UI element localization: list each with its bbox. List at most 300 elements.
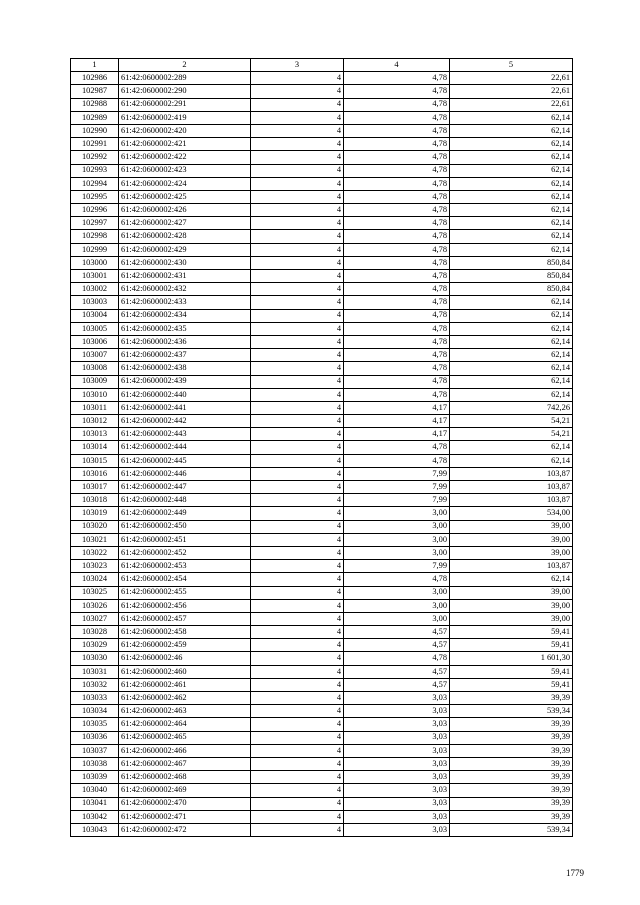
table-cell-col-4: 4,78 (344, 335, 450, 348)
table-cell-col-1: 103021 (71, 533, 119, 546)
table-cell-col-2: 61:42:0600002:463 (119, 705, 251, 718)
table-cell-col-4: 3,00 (344, 612, 450, 625)
table-cell-col-1: 103020 (71, 520, 119, 533)
table-cell-col-1: 102991 (71, 138, 119, 151)
table-cell-col-5: 54,21 (450, 415, 573, 428)
table-cell-col-5: 62,14 (450, 124, 573, 137)
table-cell-col-2: 61:42:0600002:425 (119, 190, 251, 203)
table-cell-col-4: 4,78 (344, 283, 450, 296)
table-cell-col-1: 102986 (71, 72, 119, 85)
table-cell-col-1: 102992 (71, 151, 119, 164)
table-cell-col-5: 39,00 (450, 533, 573, 546)
table-cell-col-2: 61:42:0600002:469 (119, 784, 251, 797)
table-row (71, 138, 573, 151)
table-cell-col-5: 39,00 (450, 520, 573, 533)
table-cell-col-3: 4 (251, 771, 344, 784)
table-cell-col-1: 103025 (71, 586, 119, 599)
table-cell-col-3: 4 (251, 810, 344, 823)
table-row (71, 560, 573, 573)
table-cell-col-3: 4 (251, 626, 344, 639)
table-cell-col-2: 61:42:0600002:428 (119, 230, 251, 243)
table-row (71, 586, 573, 599)
table-row (71, 678, 573, 691)
table-cell-col-2: 61:42:0600002:448 (119, 494, 251, 507)
table-cell-col-2: 61:42:0600002:467 (119, 757, 251, 770)
table-cell-col-3: 4 (251, 533, 344, 546)
table-cell-col-3: 4 (251, 138, 344, 151)
table-cell-col-4: 3,03 (344, 718, 450, 731)
table-cell-col-2: 61:42:0600002:435 (119, 322, 251, 335)
table-cell-col-2: 61:42:0600002:438 (119, 362, 251, 375)
table-cell-col-4: 3,03 (344, 771, 450, 784)
table-cell-col-3: 4 (251, 797, 344, 810)
table-cell-col-2: 61:42:0600002:436 (119, 335, 251, 348)
table-cell-col-1: 103039 (71, 771, 119, 784)
table-cell-col-4: 3,00 (344, 533, 450, 546)
table-cell-col-4: 4,17 (344, 415, 450, 428)
table-cell-col-3: 4 (251, 560, 344, 573)
table-cell-col-5: 103,87 (450, 560, 573, 573)
table-cell-col-4: 4,78 (344, 441, 450, 454)
table-cell-col-1: 103035 (71, 718, 119, 731)
table-row (71, 85, 573, 98)
table-cell-col-2: 61:42:0600002:426 (119, 204, 251, 217)
table-cell-col-5: 39,39 (450, 744, 573, 757)
table-cell-col-5: 39,00 (450, 546, 573, 559)
table-cell-col-3: 4 (251, 322, 344, 335)
table-row (71, 401, 573, 414)
table-row (71, 810, 573, 823)
table-cell-col-5: 39,39 (450, 692, 573, 705)
table-cell-col-4: 4,78 (344, 454, 450, 467)
data-table (70, 58, 573, 837)
table-cell-col-3: 4 (251, 692, 344, 705)
table-header (71, 59, 573, 72)
table-row (71, 177, 573, 190)
table-row (71, 481, 573, 494)
table-cell-col-2: 61:42:0600002:460 (119, 665, 251, 678)
table-cell-col-4: 3,03 (344, 784, 450, 797)
table-row (71, 428, 573, 441)
table-cell-col-3: 4 (251, 744, 344, 757)
table-cell-col-4: 3,03 (344, 797, 450, 810)
table-cell-col-2: 61:42:0600002:433 (119, 296, 251, 309)
table-cell-col-2: 61:42:0600002:464 (119, 718, 251, 731)
table-cell-col-4: 4,78 (344, 270, 450, 283)
table-row (71, 243, 573, 256)
table-cell-col-5: 62,14 (450, 296, 573, 309)
table-cell-col-2: 61:42:0600002:429 (119, 243, 251, 256)
table-cell-col-3: 4 (251, 586, 344, 599)
table-cell-col-2: 61:42:0600002:470 (119, 797, 251, 810)
table-cell-col-4: 4,57 (344, 665, 450, 678)
table-cell-col-1: 103038 (71, 757, 119, 770)
table-cell-col-4: 3,03 (344, 757, 450, 770)
table-cell-col-4: 4,78 (344, 85, 450, 98)
table-cell-col-2: 61:42:0600002:443 (119, 428, 251, 441)
table-row (71, 349, 573, 362)
table-cell-col-3: 4 (251, 428, 344, 441)
table-cell-col-5: 54,21 (450, 428, 573, 441)
table-cell-col-3: 4 (251, 401, 344, 414)
table-cell-col-4: 4,78 (344, 190, 450, 203)
table-cell-col-5: 39,00 (450, 599, 573, 612)
table-row (71, 151, 573, 164)
table-cell-col-4: 4,78 (344, 72, 450, 85)
table-cell-col-2: 61:42:0600002:462 (119, 692, 251, 705)
table-cell-col-1: 102996 (71, 204, 119, 217)
table-cell-col-2: 61:42:0600002:465 (119, 731, 251, 744)
table-cell-col-4: 7,99 (344, 467, 450, 480)
table-cell-col-2: 61:42:0600002:468 (119, 771, 251, 784)
table-cell-col-5: 62,14 (450, 322, 573, 335)
table-cell-col-3: 4 (251, 151, 344, 164)
table-cell-col-4: 7,99 (344, 560, 450, 573)
table-cell-col-1: 103011 (71, 401, 119, 414)
table-cell-col-5: 62,14 (450, 138, 573, 151)
table-cell-col-5: 39,39 (450, 810, 573, 823)
table-cell-col-1: 102987 (71, 85, 119, 98)
table-cell-col-3: 4 (251, 309, 344, 322)
table-cell-col-3: 4 (251, 784, 344, 797)
table-cell-col-2: 61:42:0600002:472 (119, 823, 251, 836)
table-row (71, 546, 573, 559)
table-row (71, 98, 573, 111)
table-row (71, 507, 573, 520)
column-header-1: 1 (71, 59, 119, 72)
table-cell-col-2: 61:42:0600002:451 (119, 533, 251, 546)
table-cell-col-1: 103018 (71, 494, 119, 507)
table-cell-col-2: 61:42:0600002:419 (119, 111, 251, 124)
table-cell-col-3: 4 (251, 612, 344, 625)
table-cell-col-3: 4 (251, 217, 344, 230)
table-row (71, 718, 573, 731)
table-cell-col-1: 103016 (71, 467, 119, 480)
table-row (71, 784, 573, 797)
table-cell-col-3: 4 (251, 362, 344, 375)
table-cell-col-5: 103,87 (450, 481, 573, 494)
table-cell-col-1: 103010 (71, 388, 119, 401)
table-cell-col-4: 3,03 (344, 731, 450, 744)
table-cell-col-5: 62,14 (450, 190, 573, 203)
table-row (71, 335, 573, 348)
table-cell-col-2: 61:42:0600002:432 (119, 283, 251, 296)
table-cell-col-5: 62,14 (450, 177, 573, 190)
table-cell-col-3: 4 (251, 546, 344, 559)
table-row (71, 665, 573, 678)
table-cell-col-2: 61:42:0600002:289 (119, 72, 251, 85)
table-row (71, 72, 573, 85)
table-cell-col-5: 539,34 (450, 823, 573, 836)
table-cell-col-1: 102994 (71, 177, 119, 190)
table-row (71, 626, 573, 639)
table-cell-col-4: 4,78 (344, 243, 450, 256)
table-cell-col-2: 61:42:0600002:447 (119, 481, 251, 494)
table-cell-col-3: 4 (251, 283, 344, 296)
table-cell-col-4: 4,78 (344, 151, 450, 164)
table-cell-col-3: 4 (251, 204, 344, 217)
table-cell-col-3: 4 (251, 72, 344, 85)
table-row (71, 744, 573, 757)
table-cell-col-5: 62,14 (450, 164, 573, 177)
table-cell-col-4: 3,00 (344, 507, 450, 520)
table-cell-col-3: 4 (251, 454, 344, 467)
table-cell-col-3: 4 (251, 296, 344, 309)
table-cell-col-3: 4 (251, 111, 344, 124)
table-row (71, 375, 573, 388)
table-cell-col-4: 7,99 (344, 481, 450, 494)
table-cell-col-2: 61:42:0600002:466 (119, 744, 251, 757)
table-cell-col-5: 62,14 (450, 375, 573, 388)
table-cell-col-3: 4 (251, 177, 344, 190)
table-cell-col-2: 61:42:0600002:441 (119, 401, 251, 414)
table-cell-col-1: 103023 (71, 560, 119, 573)
table-cell-col-2: 61:42:0600002:440 (119, 388, 251, 401)
table-cell-col-3: 4 (251, 230, 344, 243)
table-cell-col-2: 61:42:0600002:471 (119, 810, 251, 823)
table-cell-col-2: 61:42:0600002:431 (119, 270, 251, 283)
table-cell-col-2: 61:42:0600002:424 (119, 177, 251, 190)
table-body (71, 72, 573, 837)
table-cell-col-5: 59,41 (450, 639, 573, 652)
table-row (71, 415, 573, 428)
table-row (71, 388, 573, 401)
table-cell-col-3: 4 (251, 375, 344, 388)
table-cell-col-2: 61:42:0600002:445 (119, 454, 251, 467)
table-cell-col-1: 103017 (71, 481, 119, 494)
table-cell-col-2: 61:42:0600002:442 (119, 415, 251, 428)
table-row (71, 322, 573, 335)
table-cell-col-4: 4,78 (344, 177, 450, 190)
table-cell-col-4: 3,03 (344, 810, 450, 823)
table-row (71, 731, 573, 744)
table-cell-col-1: 103015 (71, 454, 119, 467)
table-row (71, 639, 573, 652)
table-cell-col-5: 62,14 (450, 349, 573, 362)
table-cell-col-1: 103005 (71, 322, 119, 335)
table-cell-col-4: 4,57 (344, 639, 450, 652)
table-cell-col-2: 61:42:0600002:427 (119, 217, 251, 230)
table-cell-col-1: 103029 (71, 639, 119, 652)
table-cell-col-1: 103026 (71, 599, 119, 612)
table-cell-col-3: 4 (251, 124, 344, 137)
table-cell-col-4: 3,03 (344, 705, 450, 718)
table-cell-col-5: 39,39 (450, 757, 573, 770)
table-cell-col-1: 103006 (71, 335, 119, 348)
table-cell-col-2: 61:42:0600002:423 (119, 164, 251, 177)
table-cell-col-1: 102990 (71, 124, 119, 137)
table-cell-col-4: 3,00 (344, 546, 450, 559)
table-cell-col-4: 4,78 (344, 322, 450, 335)
table-cell-col-1: 103036 (71, 731, 119, 744)
table-row (71, 362, 573, 375)
table-cell-col-5: 59,41 (450, 665, 573, 678)
table-cell-col-2: 61:42:0600002:434 (119, 309, 251, 322)
table-cell-col-4: 3,00 (344, 520, 450, 533)
table-cell-col-1: 102998 (71, 230, 119, 243)
table-cell-col-4: 4,78 (344, 111, 450, 124)
table-cell-col-4: 4,17 (344, 428, 450, 441)
table-cell-col-4: 4,78 (344, 138, 450, 151)
table-cell-col-2: 61:42:0600002:291 (119, 98, 251, 111)
table-cell-col-2: 61:42:0600002:459 (119, 639, 251, 652)
table-cell-col-4: 4,78 (344, 362, 450, 375)
table-cell-col-5: 39,39 (450, 771, 573, 784)
table-cell-col-5: 39,39 (450, 784, 573, 797)
table-cell-col-5: 62,14 (450, 243, 573, 256)
page-number: 1779 (566, 868, 584, 878)
table-row (71, 797, 573, 810)
table-cell-col-1: 103043 (71, 823, 119, 836)
table-cell-col-2: 61:42:0600002:437 (119, 349, 251, 362)
table-cell-col-3: 4 (251, 757, 344, 770)
table-cell-col-5: 39,00 (450, 586, 573, 599)
table-cell-col-4: 4,78 (344, 164, 450, 177)
table-cell-col-5: 22,61 (450, 72, 573, 85)
table-cell-col-4: 4,78 (344, 217, 450, 230)
table-cell-col-4: 3,00 (344, 599, 450, 612)
table-row (71, 454, 573, 467)
table-cell-col-4: 4,57 (344, 678, 450, 691)
table-cell-col-5: 534,00 (450, 507, 573, 520)
table-cell-col-5: 62,14 (450, 230, 573, 243)
table-row (71, 652, 573, 665)
table-cell-col-4: 4,78 (344, 256, 450, 269)
table-cell-col-4: 3,03 (344, 744, 450, 757)
column-header-2: 2 (119, 59, 251, 72)
table-cell-col-4: 4,78 (344, 349, 450, 362)
table-cell-col-1: 103040 (71, 784, 119, 797)
table-row (71, 467, 573, 480)
table-cell-col-5: 62,14 (450, 204, 573, 217)
table-cell-col-1: 103032 (71, 678, 119, 691)
table-cell-col-1: 103037 (71, 744, 119, 757)
table-cell-col-3: 4 (251, 415, 344, 428)
table-cell-col-4: 4,78 (344, 124, 450, 137)
table-cell-col-3: 4 (251, 467, 344, 480)
table-row (71, 283, 573, 296)
header-row (71, 59, 573, 72)
table-cell-col-2: 61:42:0600002:453 (119, 560, 251, 573)
table-cell-col-5: 62,14 (450, 151, 573, 164)
table-cell-col-1: 103013 (71, 428, 119, 441)
table-cell-col-4: 3,03 (344, 823, 450, 836)
table-cell-col-5: 62,14 (450, 388, 573, 401)
table-cell-col-3: 4 (251, 678, 344, 691)
table-row (71, 771, 573, 784)
table-cell-col-1: 103000 (71, 256, 119, 269)
table-cell-col-2: 61:42:0600002:439 (119, 375, 251, 388)
table-cell-col-2: 61:42:0600002:455 (119, 586, 251, 599)
table-cell-col-1: 103031 (71, 665, 119, 678)
table-cell-col-1: 103019 (71, 507, 119, 520)
table-cell-col-5: 850,84 (450, 270, 573, 283)
table-cell-col-5: 62,14 (450, 111, 573, 124)
table-cell-col-2: 61:42:0600002:449 (119, 507, 251, 520)
table-cell-col-3: 4 (251, 573, 344, 586)
table-cell-col-1: 103012 (71, 415, 119, 428)
table-cell-col-2: 61:42:0600002:461 (119, 678, 251, 691)
table-cell-col-2: 61:42:0600002:450 (119, 520, 251, 533)
table-row (71, 441, 573, 454)
table-row (71, 757, 573, 770)
table-row (71, 204, 573, 217)
table-row (71, 230, 573, 243)
table-cell-col-1: 103033 (71, 692, 119, 705)
table-cell-col-3: 4 (251, 665, 344, 678)
table-cell-col-3: 4 (251, 481, 344, 494)
table-cell-col-1: 102995 (71, 190, 119, 203)
table-cell-col-3: 4 (251, 164, 344, 177)
table-row (71, 190, 573, 203)
table-cell-col-2: 61:42:0600002:458 (119, 626, 251, 639)
table-cell-col-3: 4 (251, 599, 344, 612)
table-cell-col-1: 103001 (71, 270, 119, 283)
table-cell-col-4: 4,78 (344, 230, 450, 243)
table-cell-col-5: 62,14 (450, 217, 573, 230)
table-row (71, 164, 573, 177)
table-cell-col-3: 4 (251, 718, 344, 731)
table-cell-col-3: 4 (251, 349, 344, 362)
table-cell-col-5: 62,14 (450, 309, 573, 322)
table-row (71, 256, 573, 269)
table-cell-col-4: 4,57 (344, 626, 450, 639)
table-row (71, 520, 573, 533)
table-row (71, 599, 573, 612)
table-cell-col-5: 62,14 (450, 335, 573, 348)
table-cell-col-2: 61:42:0600002:422 (119, 151, 251, 164)
column-header-4: 4 (344, 59, 450, 72)
table-cell-col-1: 103009 (71, 375, 119, 388)
table-cell-col-3: 4 (251, 823, 344, 836)
table-cell-col-1: 103022 (71, 546, 119, 559)
table-cell-col-5: 539,34 (450, 705, 573, 718)
table-cell-col-1: 103004 (71, 309, 119, 322)
table-cell-col-2: 61:42:0600002:430 (119, 256, 251, 269)
table-cell-col-1: 103024 (71, 573, 119, 586)
table-cell-col-5: 39,39 (450, 797, 573, 810)
table-cell-col-1: 103041 (71, 797, 119, 810)
table-cell-col-4: 4,17 (344, 401, 450, 414)
table-cell-col-2: 61:42:0600002:456 (119, 599, 251, 612)
table-row (71, 309, 573, 322)
table-cell-col-3: 4 (251, 731, 344, 744)
table-cell-col-1: 102993 (71, 164, 119, 177)
table-cell-col-5: 1 601,30 (450, 652, 573, 665)
table-cell-col-5: 62,14 (450, 441, 573, 454)
table-cell-col-5: 62,14 (450, 362, 573, 375)
table-cell-col-3: 4 (251, 335, 344, 348)
table-cell-col-3: 4 (251, 98, 344, 111)
table-cell-col-1: 103034 (71, 705, 119, 718)
table-cell-col-3: 4 (251, 441, 344, 454)
table-cell-col-3: 4 (251, 243, 344, 256)
table-cell-col-3: 4 (251, 256, 344, 269)
table-row (71, 111, 573, 124)
column-header-5: 5 (450, 59, 573, 72)
table-cell-col-3: 4 (251, 85, 344, 98)
table-cell-col-4: 4,78 (344, 652, 450, 665)
table-cell-col-5: 39,00 (450, 612, 573, 625)
table-cell-col-4: 3,03 (344, 692, 450, 705)
table-cell-col-2: 61:42:0600002:452 (119, 546, 251, 559)
table-cell-col-2: 61:42:0600002:454 (119, 573, 251, 586)
table-cell-col-3: 4 (251, 520, 344, 533)
table-cell-col-5: 39,39 (450, 731, 573, 744)
table-row (71, 823, 573, 836)
table-cell-col-3: 4 (251, 494, 344, 507)
table-cell-col-1: 103008 (71, 362, 119, 375)
